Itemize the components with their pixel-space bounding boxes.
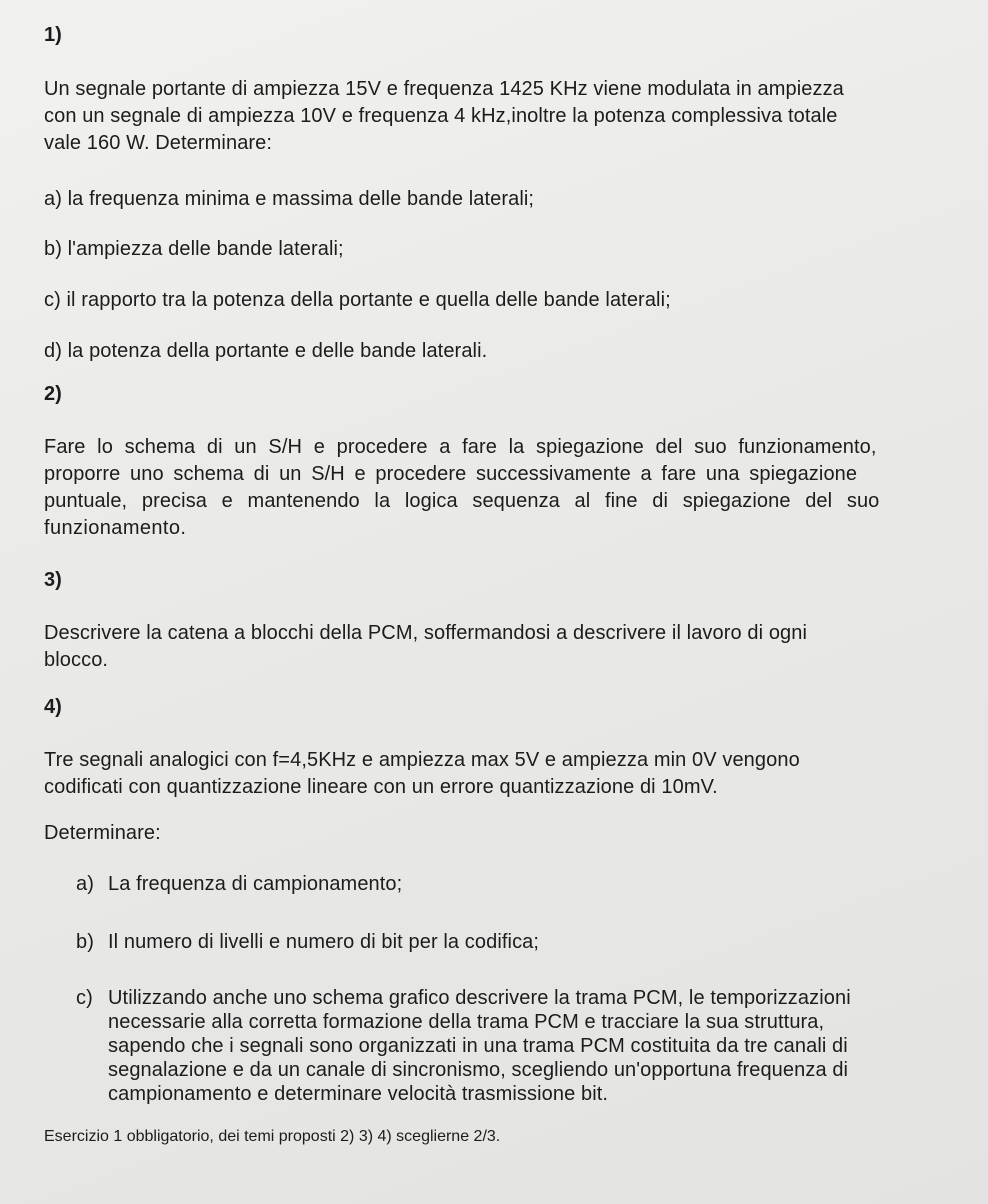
exercise-2-text: [44, 434, 962, 542]
exercise-1-item-d: d) la potenza della portante e delle bande laterali.: [44, 340, 488, 362]
footer-note: Esercizio 1 obbligatorio, dei temi proposti 2) 3) 4) sceglierne 2/3.: [44, 1128, 501, 1145]
exercise-2-line-4: funzionamento.: [44, 517, 187, 539]
exercise-4-item-c-label: c): [76, 987, 93, 1009]
exercise-3-text: [44, 620, 807, 674]
exercise-4-item-b: [76, 929, 956, 956]
exercise-4-number: 4): [44, 696, 62, 718]
exercise-2-line-3: puntuale, precisa e mantenendo la logica sequenza al fine di spiegazione del suo: [44, 490, 880, 512]
exercise-1-item-c: c) il rapporto tra la potenza della portante e quella delle bande laterali;: [44, 289, 671, 311]
exercise-4-item-c-line-5: campionamento e determinare velocità trasmissione bit.: [108, 1083, 609, 1105]
exercise-4-item-c-line-2: necessarie alla corretta formazione della trama PCM e tracciare la sua struttura,: [108, 1011, 825, 1033]
exercise-2-line-2: proporre uno schema di un S/H e procedere successivamente a fare una spiegazione: [44, 463, 858, 485]
exercise-4-item-a: [76, 871, 956, 898]
exercise-4-intro-line-2: codificati con quantizzazione lineare con un errore quantizzazione di 10mV.: [44, 776, 718, 798]
exercise-4-determine: Determinare:: [44, 822, 161, 844]
exercise-4-intro: [44, 747, 800, 801]
exercise-4-intro-line-1: Tre segnali analogici con f=4,5KHz e ampiezza max 5V e ampiezza min 0V vengono: [44, 749, 800, 771]
exercise-4-item-c-line-3: sapendo che i segnali sono organizzati in una trama PCM costituita da tre canali di: [108, 1035, 848, 1057]
exercise-4-item-b-text: Il numero di livelli e numero di bit per la codifica;: [108, 931, 540, 953]
exercise-1-intro-line-1: Un segnale portante di ampiezza 15V e frequenza 1425 KHz viene modulata in ampiezza: [44, 78, 844, 100]
exercise-1-intro: [44, 76, 844, 157]
exercise-1-intro-line-3: vale 160 W. Determinare:: [44, 132, 273, 154]
exercise-4-item-a-text: La frequenza di campionamento;: [108, 873, 403, 895]
exercise-4-item-a-label: a): [76, 873, 94, 895]
exercise-1-number: 1): [44, 24, 62, 46]
exercise-1-intro-line-2: con un segnale di ampiezza 10V e frequenza 4 kHz,inoltre la potenza complessiva totale: [44, 105, 838, 127]
exercise-1-item-b: b) l'ampiezza delle bande laterali;: [44, 238, 344, 260]
exercise-4-item-c: [76, 985, 956, 1125]
exercise-4-item-c-line-4: segnalazione e da un canale di sincronismo, scegliendo un'opportuna frequenza di: [108, 1059, 849, 1081]
exercise-4-item-b-label: b): [76, 931, 94, 953]
exercise-3-line-1: Descrivere la catena a blocchi della PCM, soffermandosi a descrivere il lavoro di ogni: [44, 622, 808, 644]
exercise-4-item-c-line-1: Utilizzando anche uno schema grafico descrivere la trama PCM, le temporizzazioni: [108, 987, 851, 1009]
exercise-2-number: 2): [44, 383, 62, 405]
exercise-2-line-1: Fare lo schema di un S/H e procedere a fare la spiegazione del suo funzionamento,: [44, 436, 877, 458]
exercise-3-number: 3): [44, 569, 62, 591]
exercise-3-line-2: blocco.: [44, 649, 109, 671]
exercise-1-item-a: a) la frequenza minima e massima delle bande laterali;: [44, 188, 535, 210]
